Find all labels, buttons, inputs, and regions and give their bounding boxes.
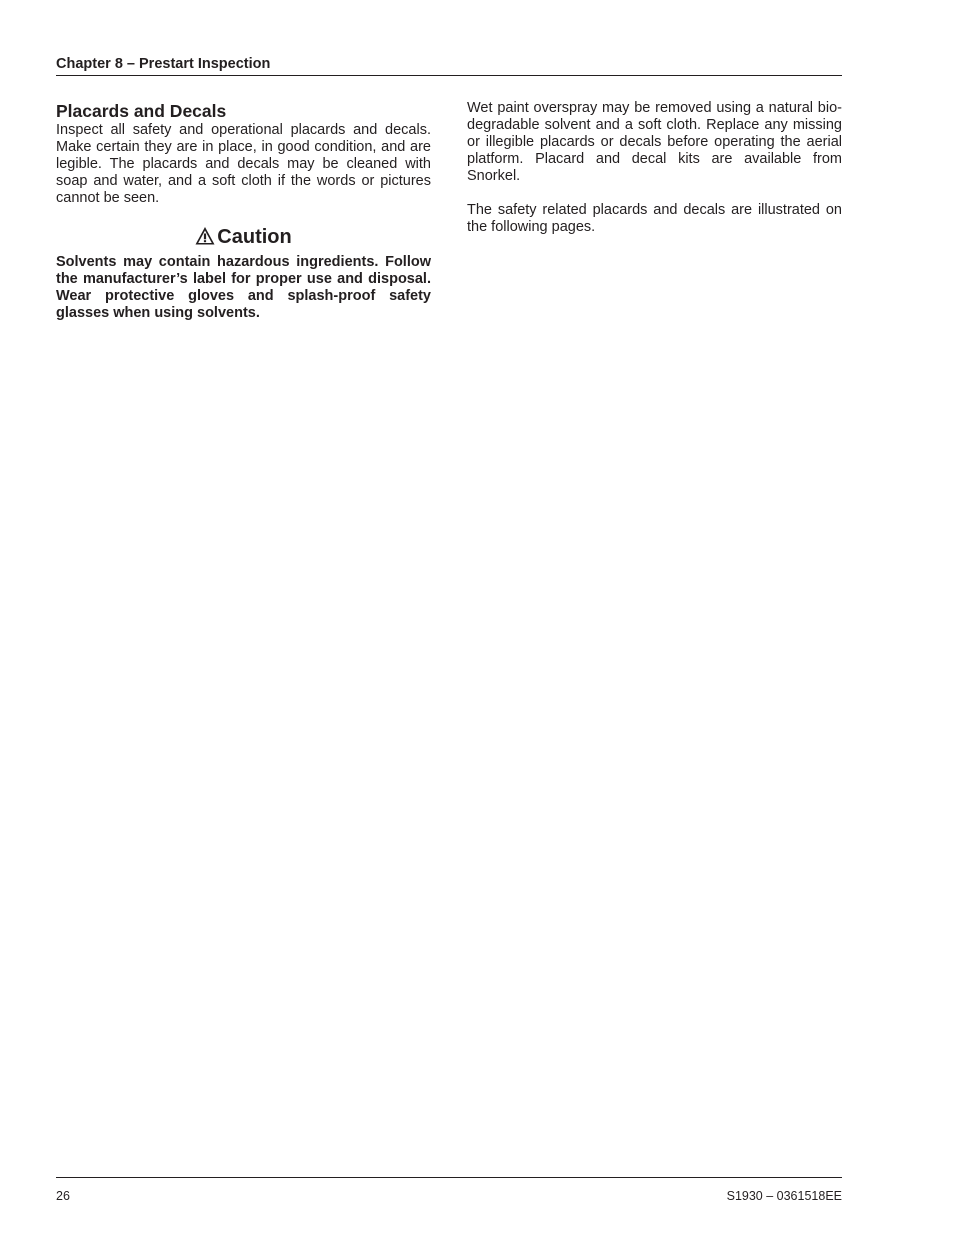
caution-label: Caution (217, 226, 292, 248)
chapter-title: Chapter 8 – Prestart Inspection (56, 56, 271, 72)
placards-illustrated-paragraph: The safety related placards and decals are illustrated on the following pages. (467, 202, 842, 235)
page-footer (56, 1177, 842, 1206)
page-number: 26 (56, 1189, 70, 1203)
inspection-paragraph: Inspect all safety and operational placards and decals. Make certain they are in place, in good condition, and are legible. The placards and decals may be cleaned with soap and water, and a soft cloth if the words or pictures cannot be seen. (56, 122, 431, 206)
left-column (56, 100, 431, 322)
overspray-paragraph: Wet paint overspray may be removed using a natural biodegradable solvent and a soft cloth. Replace any missing or illegible placards or decals before operating the aerial platform. Placard and decal kits are available from Snorkel. (467, 100, 842, 184)
right-column (467, 100, 842, 236)
caution-text: Solvents may contain hazardous ingredients. Follow the manufacturer’s label for proper use and disposal. Wear protective gloves and splash-proof safety glasses when using solvents. (56, 254, 431, 321)
warning-triangle-icon (195, 226, 215, 245)
page-header (56, 55, 842, 76)
section-heading: Placards and Decals (56, 101, 227, 121)
caution-heading (56, 225, 431, 249)
document-id: S1930 – 0361518EE (726, 1189, 842, 1203)
